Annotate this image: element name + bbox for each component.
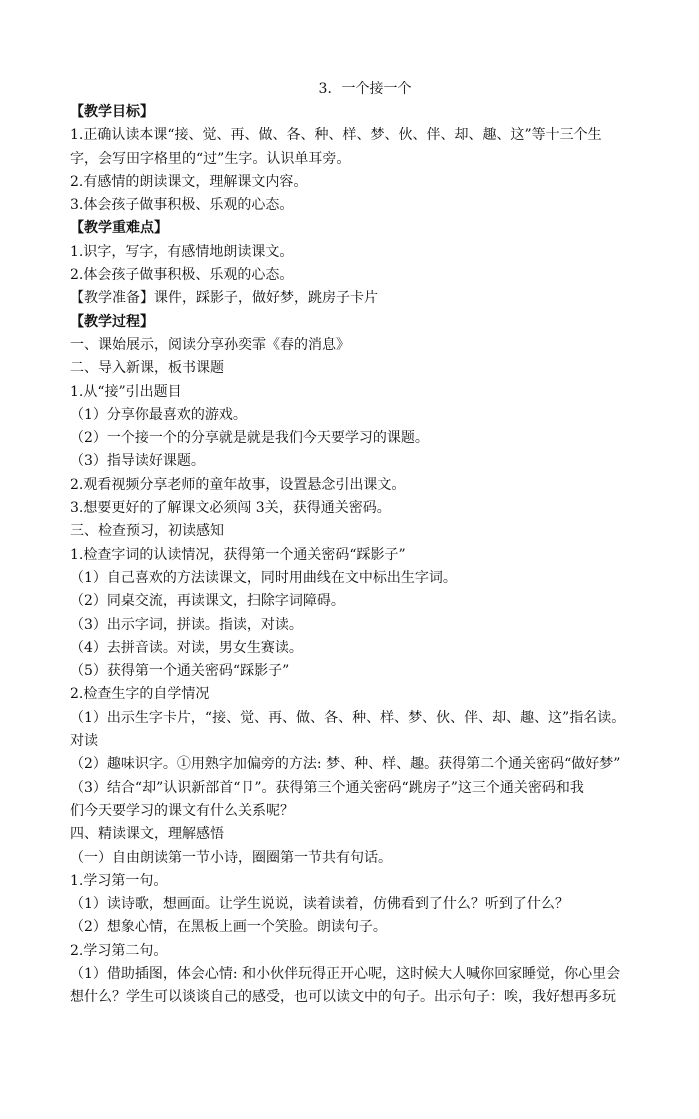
paragraph-line: 字，会写田字格里的“过”生字。认识单耳旁。 (70, 150, 351, 167)
paragraph-line: （1）分享你最喜欢的游戏。 (70, 406, 247, 423)
section-heading: 【教学重难点】 (70, 220, 168, 237)
document-title: 3．一个接一个 (318, 81, 412, 97)
paragraph-line: 想什么？学生可以谈谈自己的感受，也可以读文中的句子。出示句子：唉，我好想再多玩 (70, 989, 616, 1006)
paragraph-line: 1.检查字词的认读情况，获得第一个通关密码“踩影子” (70, 546, 406, 563)
paragraph-line: 1.学习第一句。 (70, 872, 168, 889)
paragraph-line: 2.检查生字的自学情况 (70, 686, 210, 703)
paragraph-line: 2.学习第二句。 (70, 942, 168, 959)
paragraph-line: 2.体会孩子做事积极、乐观的心态。 (70, 267, 294, 284)
paragraph-line: 1.正确认读本课“接、觉、再、做、各、种、样、梦、伙、伴、却、趣、这”等十三个生 (70, 127, 602, 144)
paragraph-line: 2.观看视频分享老师的童年故事，设置悬念引出课文。 (70, 476, 406, 493)
paragraph-line: （2）趣味识字。①用熟字加偏旁的方法: 梦、种、样、趣。获得第二个通关密码“做好梦” (70, 756, 621, 773)
paragraph-line: （一）自由朗读第一节小诗，圈圈第一节共有句话。 (70, 849, 392, 866)
paragraph-line: （1）自己喜欢的方法读课文，同时用曲线在文中标出生字词。 (70, 569, 457, 586)
paragraph-line: 们今天要学习的课文有什么关系呢？ (70, 802, 294, 819)
paragraph-line: （2）想象心情，在黑板上画一个笑脸。朗读句子。 (70, 919, 387, 936)
paragraph-line: 3.体会孩子做事积极、乐观的心态。 (70, 197, 294, 214)
section-heading: 【教学目标】 (70, 104, 154, 120)
paragraph-line: 【教学准备】课件，踩影子，做好梦，跳房子卡片 (70, 290, 378, 307)
paragraph-line: （3）出示字词，拼读。指读，对读。 (70, 616, 303, 633)
paragraph-line: （3）指导读好课题。 (70, 453, 205, 470)
paragraph-line: 二、导入新课，板书课题 (70, 360, 224, 377)
paragraph-line: 四、精读课文，理解感悟 (70, 826, 224, 843)
document-page (70, 78, 650, 1010)
paragraph-line: 对读 (70, 733, 98, 750)
paragraph-line: （1）出示生字卡片，“接、觉、再、做、各、种、样、梦、伙、伴、却、趣、这”指名读。 (70, 709, 626, 726)
paragraph-line: 3.想要更好的了解课文必须闯 3关，获得通关密码。 (70, 500, 391, 517)
paragraph-line: 三、检查预习，初读感知 (70, 523, 224, 540)
paragraph-line: 2.有感情的朗读课文，理解课文内容。 (70, 173, 308, 190)
paragraph-line: 一、课始展示，阅读分享孙奕霏《春的消息》 (70, 336, 350, 353)
paragraph-line: （2）同桌交流，再读课文，扫除字词障碍。 (70, 593, 345, 610)
paragraph-line: 1.识字，写字，有感情地朗读课文。 (70, 243, 294, 260)
paragraph-line: （4）去拼音读。对读，男女生赛读。 (70, 639, 303, 656)
paragraph-line: （3）结合“却”认识新部首“卩”。获得第三个通关密码“跳房子”这三个通关密码和我 (70, 779, 584, 796)
paragraph-line: 1.从“接”引出题目 (70, 383, 182, 400)
section-heading: 【教学过程】 (70, 313, 154, 330)
paragraph-line: （1）读诗歌，想画面。让学生说说，读着读着，仿佛看到了什么？听到了什么？ (70, 896, 569, 913)
paragraph-line: （1）借助插图，体会心情: 和小伙伴玩得正开心呢，这时候大人喊你回家睡觉，你心里会 (70, 965, 621, 982)
document-body (70, 101, 650, 1010)
paragraph-line: （2）一个接一个的分享就是就是我们今天要学习的课题。 (70, 430, 429, 447)
paragraph-line: （5）获得第一个通关密码“踩影子” (70, 663, 290, 680)
